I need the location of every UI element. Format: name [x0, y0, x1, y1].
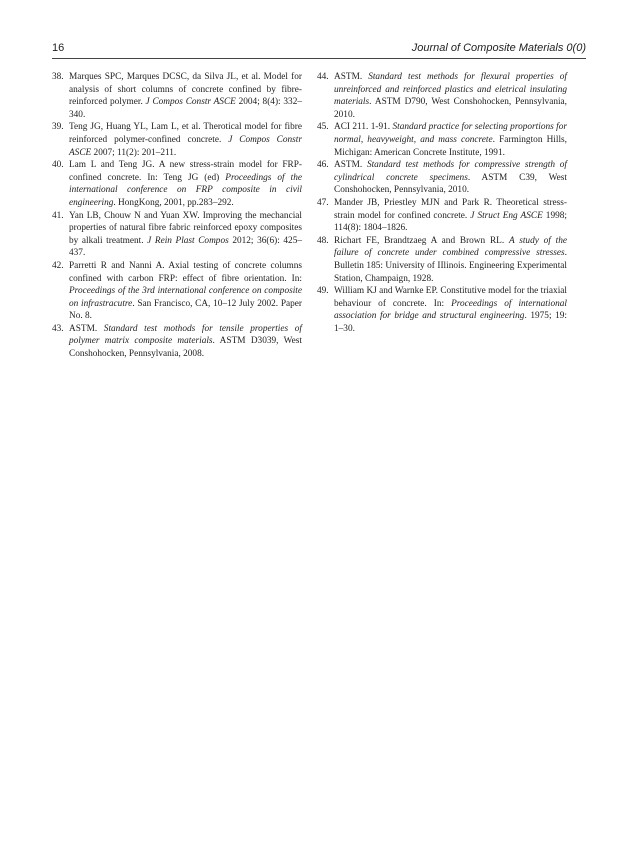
reference-title: Proceedings of international association for bridge and structural engineering	[334, 298, 567, 322]
reference-text	[69, 324, 302, 359]
reference-number: 41.	[52, 210, 64, 221]
reference-text	[334, 198, 567, 233]
reference-item	[52, 71, 302, 121]
reference-segment: . HongKong, 2001, pp.283–292.	[113, 197, 234, 208]
reference-segment: . ASTM D3039, West Conshohocken, Pennsylvania, 2008.	[69, 336, 302, 360]
reference-segment: 2007; 11(2): 201–211.	[91, 147, 177, 158]
reference-item	[52, 323, 302, 361]
reference-title: A study of the failure of concrete under combined compressive stresses	[334, 235, 567, 259]
reference-segment: Parretti R and Nanni A. Axial testing of concrete columns confined with carbon FRP: effect of fibre orientation. In:	[69, 260, 302, 284]
reference-item	[317, 285, 567, 335]
reference-number: 38.	[52, 72, 64, 82]
reference-text	[69, 72, 302, 120]
reference-segment: . ASTM D790, West Conshohocken, Pennsylvania, 2010.	[334, 97, 567, 120]
reference-segment: Richart FE, Brandtzaeg A and Brown RL.	[334, 235, 509, 246]
reference-number: 49.	[317, 286, 329, 297]
reference-title: J Struct Eng ASCE	[470, 210, 543, 221]
reference-number: 48.	[317, 235, 329, 246]
running-header	[52, 42, 586, 58]
reference-text	[69, 211, 302, 259]
reference-item	[317, 159, 567, 197]
reference-segment: . Bulletin 185: University of IIlinois. Engineering Experimental Station, Champaign, 1928.	[334, 248, 567, 284]
reference-number: 40.	[52, 160, 64, 171]
reference-title: Standard practice for selecting proportions for normal, heavyweight, and mass concrete	[334, 122, 567, 145]
journal-title: Journal of Composite Materials 0(0)	[411, 42, 586, 54]
reference-number: 47.	[317, 197, 329, 208]
reference-segment: Marques SPC, Marques DCSC, da Silva JL, et al. Model for analysis of short columns of concrete confined by fibre-reinforced polymer.	[69, 72, 302, 108]
reference-text	[334, 160, 567, 195]
reference-text	[334, 122, 567, 157]
reference-segment: ASTM.	[334, 160, 367, 171]
reference-list-left	[52, 71, 302, 361]
reference-number: 44.	[317, 72, 329, 82]
page-number: 16	[52, 42, 65, 54]
reference-segment: 1998; 114(8): 1804–1826.	[334, 210, 567, 234]
reference-item	[317, 197, 567, 235]
reference-item	[52, 210, 302, 260]
reference-number: 42.	[52, 260, 64, 271]
reference-segment: Teng JG, Huang YL, Lam L, et al. Therotical model for fibre reinforced polymer-confined concrete.	[69, 122, 302, 145]
reference-number: 46.	[317, 160, 329, 171]
reference-segment: Lam L and Teng JG. A new stress-strain model for FRP-confined concrete. In: Teng JG (ed)	[69, 160, 302, 183]
reference-title: Standard test methods for flexural properties of unreinforced and reinforced plastics and eletrical insulating materials	[334, 72, 567, 108]
reference-title: Standard test mothods for tensile properties of polymer matrix composite materials	[69, 323, 302, 347]
reference-segment: Yan LB, Chouw N and Yuan XW. Improving the mechancial properties of natural fibre fabric reinforced epoxy composites by alkali treatment.	[69, 210, 302, 246]
reference-text	[334, 286, 567, 334]
reference-number: 45.	[317, 122, 329, 133]
reference-text	[69, 160, 302, 208]
reference-segment: ASTM.	[334, 72, 369, 82]
reference-text	[334, 72, 567, 120]
reference-title: Proceedings of the international conference on FRP composite in civil engineering	[69, 172, 302, 208]
header-rule	[52, 58, 586, 59]
reference-text	[334, 236, 567, 284]
reference-segment: 2012; 36(6): 425–437.	[69, 235, 302, 259]
reference-item	[317, 235, 567, 285]
reference-segment: ACI 211. 1-91.	[334, 122, 393, 133]
reference-item	[317, 71, 567, 121]
reference-item	[52, 121, 302, 159]
reference-title: J Compos Constr ASCE	[69, 134, 302, 158]
reference-title: J Compos Constr ASCE	[145, 97, 236, 108]
reference-item	[317, 121, 567, 159]
reference-title: Standard test methods for compressive strength of cylindrical concrete specimens	[334, 160, 568, 183]
reference-text	[69, 122, 302, 157]
reference-list-right	[317, 71, 567, 335]
reference-segment: . San Francisco, CA, 10–12 July 2002. Paper No. 8.	[69, 298, 302, 322]
reference-text	[69, 261, 302, 321]
reference-title: J Rein Plast Compos	[147, 235, 229, 246]
reference-number: 39.	[52, 122, 64, 133]
reference-segment: . ASTM C39, West Conshohocken, Pennsylvania, 2010.	[334, 172, 567, 196]
reference-segment: 2004; 8(4): 332–340.	[69, 97, 302, 120]
reference-segment: Mander JB, Priestley MJN and Park R. Theoretical stress-strain model for confined concrete.	[334, 197, 567, 221]
reference-segment: . 1975; 19: 1–30.	[334, 311, 568, 334]
reference-segment: . Farmington Hills, Michigan: American Concrete Institute, 1991.	[334, 134, 567, 158]
reference-segment: William KJ and Warnke EP. Constitutive model for the triaxial behaviour of concrete. In:	[334, 286, 567, 309]
reference-number: 43.	[52, 323, 64, 334]
reference-item	[52, 159, 302, 209]
reference-title: Proceedings of the 3rd international conference on composite on infrastracutre	[69, 286, 302, 309]
reference-item	[52, 260, 302, 323]
reference-segment: ASTM.	[69, 323, 104, 334]
